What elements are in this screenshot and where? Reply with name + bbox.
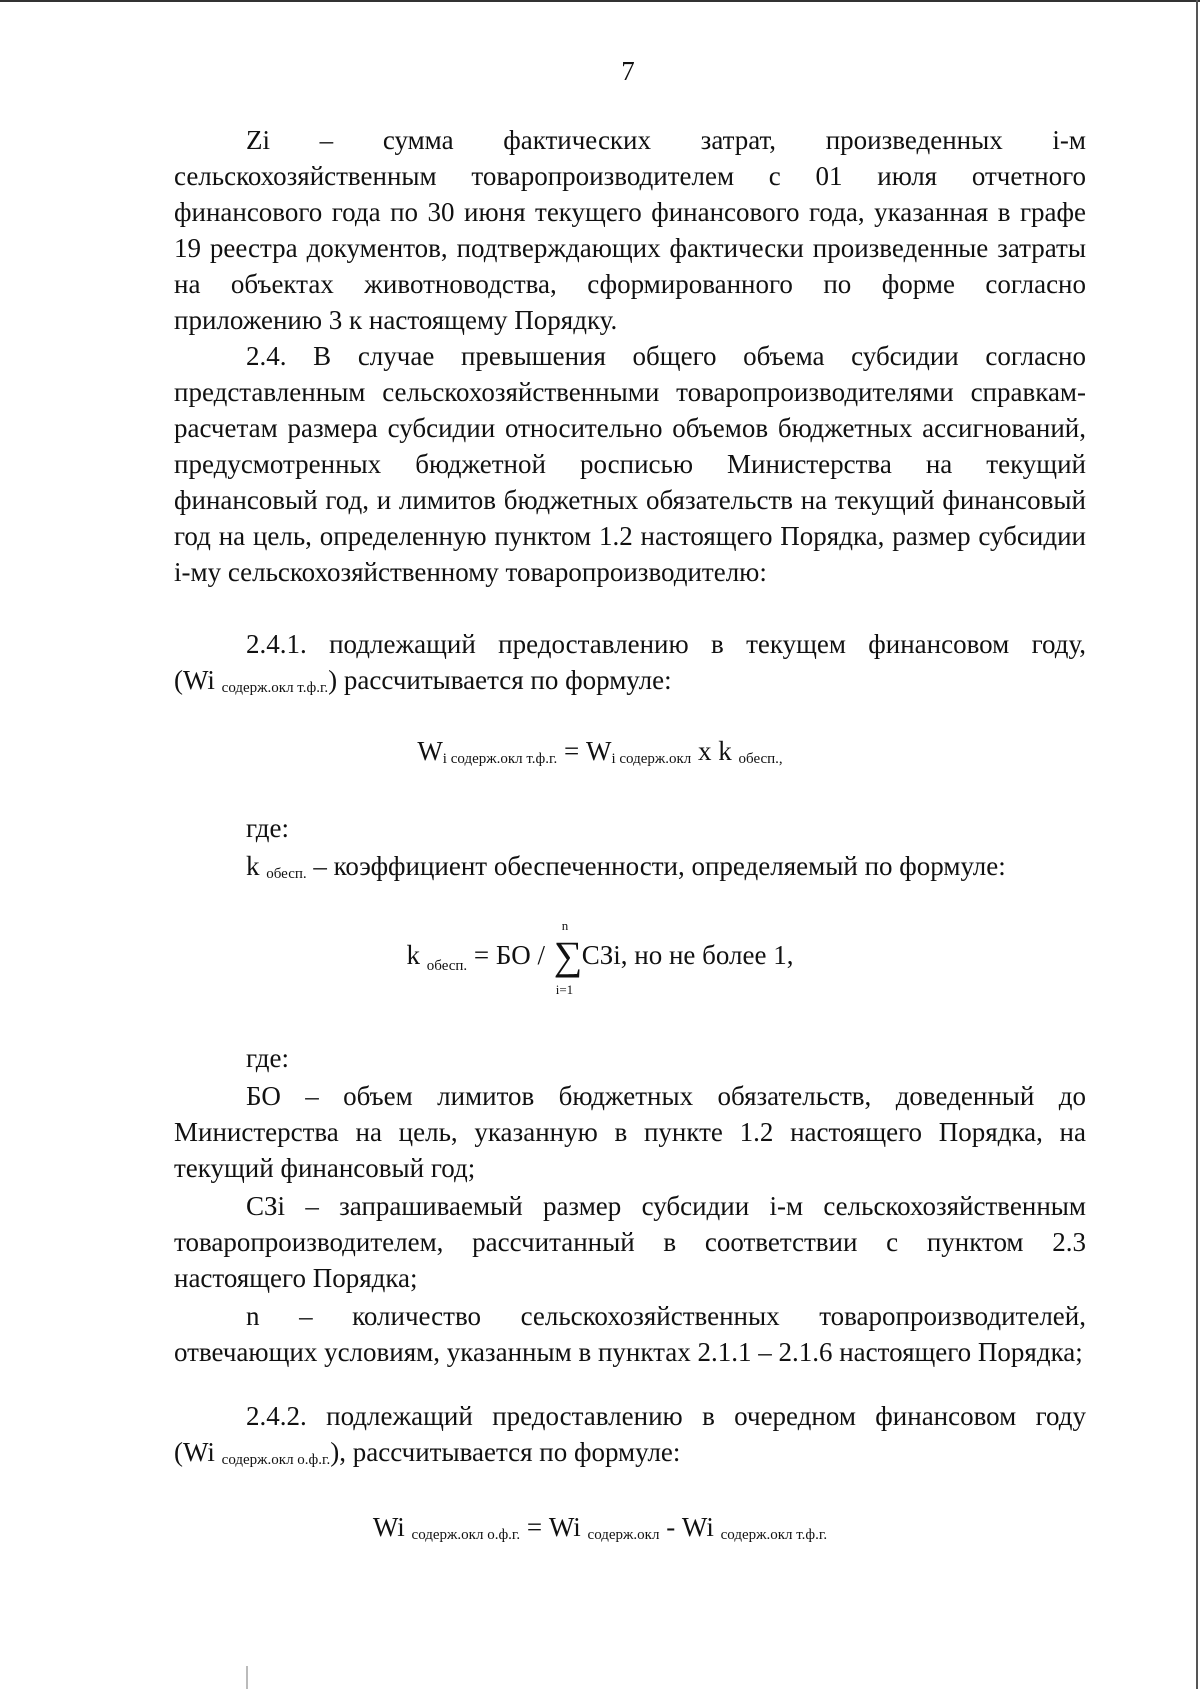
- formula-k-obesp: [0, 918, 1200, 998]
- paragraph-bo: БО – объем лимитов бюджетных обязательств, доведенный до Министерства на цель, указанную в пункте 1.2 настоящего Порядка, на текущий финансовый год;: [174, 1081, 1086, 1183]
- paragraph-2-4-2-line1: 2.4.2. подлежащий предоставлению в очередном финансовом году: [246, 1401, 1086, 1431]
- paragraph-czi: СЗi – запрашиваемый размер субсидии i-м сельскохозяйственным товаропроизводителем, рассчитанный в соответствии с пунктом 2.3 настоящего Порядка;: [174, 1191, 1086, 1293]
- k-subscript: обесп.: [266, 866, 307, 882]
- formula3-a: Wi: [372, 1512, 412, 1542]
- sum-operator: [552, 918, 582, 998]
- w2-subscript: содерж.окл о.ф.г.: [221, 1452, 331, 1468]
- formula1-sub1: i содерж.окл т.ф.г.: [442, 751, 558, 767]
- k-definition-line: [174, 848, 1086, 892]
- bo-definition-block: [174, 1040, 1086, 1370]
- paragraph-2-4-2-line2: [174, 1434, 1086, 1478]
- k-letter: k: [246, 851, 267, 881]
- scan-mark: [246, 1666, 248, 1689]
- sum-lower-limit: i=1: [555, 982, 574, 997]
- paragraph-zi: Zi – сумма фактических затрат, произведенных i-м сельскохозяйственным товаропроизводителем с 01 июля отчетного финансового года по 30 июня текущего финансового года, указанная в графе 19 реестра документов, подтверждающих фактически произведенные затраты на объектах животноводства, сформированного по форме согласно приложению 3 к настоящему Порядку.: [174, 125, 1086, 335]
- paragraph-2-4-1-block: [174, 626, 1086, 706]
- paragraph-2-4-block: [174, 338, 1086, 590]
- paragraph-n: n – количество сельскохозяйственных товаропроизводителей, отвечающих условиям, указанным в пунктах 2.1.1 – 2.1.6 настоящего Порядка;: [174, 1301, 1086, 1367]
- w2-rest: ), рассчитывается по формуле:: [330, 1437, 681, 1467]
- sum-upper-limit: n: [561, 918, 569, 933]
- k-definition-block: [174, 810, 1086, 892]
- formula1-sub3: обесп.,: [738, 751, 783, 767]
- paragraph-2-4-2-block: [174, 1398, 1086, 1478]
- w2-open: (Wi: [174, 1437, 222, 1467]
- formula2-tail: СЗi, но не более 1,: [581, 940, 794, 971]
- formula2-mid: = БО /: [467, 940, 552, 971]
- k-rest: – коэффициент обеспеченности, определяемый по формуле:: [306, 851, 1006, 881]
- formula-w-ofg: [0, 1512, 1200, 1544]
- w-subscript: содерж.окл т.ф.г.: [221, 680, 329, 696]
- w-open: (Wi: [174, 665, 222, 695]
- page-border-right: [1196, 0, 1198, 1689]
- formula3-sub3: содерж.окл т.ф.г.: [720, 1527, 828, 1543]
- page-number: 7: [621, 56, 635, 86]
- formula2-k: k: [406, 940, 427, 971]
- paragraph-2-4: 2.4. В случае превышения общего объема субсидии согласно представленным сельскохозяйственными товаропроизводителями справкам-расчетам размера субсидии относительно объемов бюджетных ассигнований, предусмотренных бюджетной росписью Министерства на текущий финансовый год, и лимитов бюджетных обязательств на текущий финансовый год на цель, определенную пунктом 1.2 настоящего Порядка, размер субсидии i-му сельскохозяйственному товаропроизводителю:: [174, 341, 1086, 587]
- formula3-b: = Wi: [520, 1512, 588, 1542]
- paragraph-2-4-1-line2: [174, 662, 1086, 706]
- formula2-sub: обесп.: [426, 958, 468, 975]
- paragraph-zi-block: [174, 122, 1086, 338]
- formula1-eq: = W: [557, 736, 612, 766]
- gde-label-2: где:: [246, 1043, 289, 1073]
- formula3-sub1: содерж.окл о.ф.г.: [411, 1527, 521, 1543]
- gde-label-1: где:: [246, 813, 289, 843]
- w-rest: ) рассчитывается по формуле:: [328, 665, 672, 695]
- page-border-top: [0, 0, 1200, 2]
- formula3-c: - Wi: [659, 1512, 721, 1542]
- formula1-sub2: i содерж.окл: [611, 751, 692, 767]
- formula1-x: x k: [691, 736, 739, 766]
- paragraph-2-4-1-line1: 2.4.1. подлежащий предоставлению в текущем финансовом году,: [246, 629, 1086, 659]
- formula1-w: W: [417, 736, 443, 766]
- formula3-sub2: содерж.окл: [587, 1527, 660, 1543]
- sigma-symbol: ∑: [553, 933, 583, 978]
- formula-w-tfg: [0, 736, 1200, 768]
